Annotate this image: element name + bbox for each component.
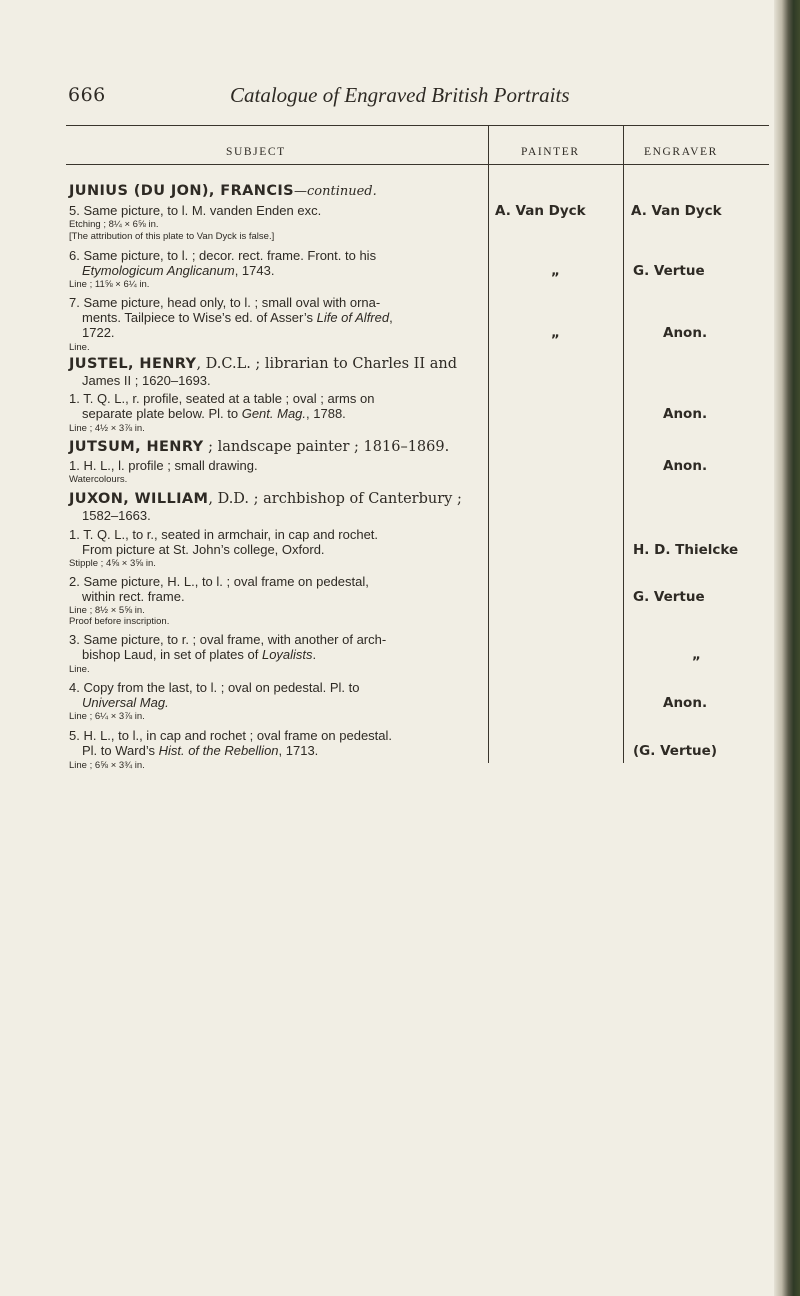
juxon-4-title: Universal Mag.	[82, 695, 169, 710]
juxon-2-medium: Line ; 8½ × 5⅝ in.	[69, 605, 145, 616]
junius-7-text: ments. Tailpiece to Wise’s ed. of Asser’s	[82, 310, 317, 325]
engraver-junius-5: A. Van Dyck	[631, 203, 722, 219]
painter-junius-5: A. Van Dyck	[495, 203, 586, 219]
junius-6-publication	[82, 263, 274, 278]
juxon-5-publication	[82, 743, 318, 758]
junius-7-year: 1722.	[82, 325, 115, 340]
page-edge-shadow	[774, 0, 800, 1296]
junius-5-description: 5. Same picture, to l. M. vanden Enden exc.	[69, 203, 322, 218]
junius-7-publication	[82, 310, 393, 325]
juxon-heading-dates: 1582–1663.	[82, 508, 151, 523]
junius-7-punct: ,	[389, 310, 393, 325]
justel-1-medium: Line ; 4½ × 3⅞ in.	[69, 423, 145, 434]
juxon-1-description: 1. T. Q. L., to r., seated in armchair, in cap and rochet.	[69, 527, 379, 542]
engraver-juxon-3-ditto: „	[692, 647, 701, 663]
column-header-subject: SUBJECT	[226, 146, 286, 158]
engraver-juxon-4: Anon.	[663, 695, 708, 711]
justel-1-year: , 1788.	[306, 406, 346, 421]
junius-6-title: Etymologicum Anglicanum	[82, 263, 235, 278]
table-top-rule	[66, 125, 769, 126]
juxon-4-description: 4. Copy from the last, to l. ; oval on pedestal. Pl. to	[69, 680, 360, 695]
sitter-name: JUSTEL, HENRY	[69, 356, 197, 372]
sitter-name: JUXON, WILLIAM	[69, 491, 209, 507]
engraver-juxon-1: H. D. Thielcke	[633, 542, 739, 558]
juxon-3-text: bishop Laud, in set of plates of	[82, 647, 262, 662]
painter-junius-6-ditto: „	[551, 263, 560, 279]
painter-junius-7-ditto: „	[551, 325, 560, 341]
engraver-justel-1: Anon.	[663, 406, 708, 422]
justel-1-publication	[82, 406, 346, 421]
junius-7-title: Life of Alfred	[316, 310, 390, 325]
junius-5-note: [The attribution of this plate to Van Dyck is false.]	[69, 231, 275, 242]
juxon-5-title: Hist. of the Rebellion	[158, 743, 279, 758]
juxon-5-year: , 1713.	[278, 743, 319, 758]
column-divider-engraver	[623, 125, 624, 763]
sitter-details: , D.C.L. ; librarian to Charles II and	[196, 356, 457, 372]
engraver-junius-6: G. Vertue	[633, 263, 705, 279]
juxon-5-medium: Line ; 6⅝ × 3¾ in.	[69, 760, 145, 771]
juxon-4-medium: Line ; 6¼ × 3⅞ in.	[69, 711, 145, 722]
jutsum-1-medium: Watercolours.	[69, 474, 128, 485]
header-rule	[66, 164, 769, 165]
juxon-2-frame: within rect. frame.	[82, 589, 185, 604]
juxon-3-title: Loyalists	[261, 647, 313, 662]
justel-1-text: separate plate below. Pl. to	[82, 406, 242, 421]
junius-6-year: , 1743.	[234, 263, 275, 278]
juxon-1-source: From picture at St. John’s college, Oxford.	[82, 542, 325, 557]
sitter-name: JUNIUS (DU JON), FRANCIS	[69, 183, 294, 199]
column-header-painter: PAINTER	[521, 146, 580, 158]
page-number: 666	[68, 84, 106, 106]
justel-heading-dates: James II ; 1620–1693.	[82, 373, 211, 388]
justel-1-description: 1. T. Q. L., r. profile, seated at a table ; oval ; arms on	[69, 391, 375, 406]
juxon-1-medium: Stipple ; 4⅝ × 3⅝ in.	[69, 558, 156, 569]
engraver-juxon-5: (G. Vertue)	[633, 743, 717, 759]
junius-6-description: 6. Same picture, to l. ; decor. rect. frame. Front. to his	[69, 248, 377, 263]
juxon-3-medium: Line.	[69, 664, 90, 675]
sitter-details: , D.D. ; archbishop of Canterbury ;	[208, 491, 462, 507]
running-title: Catalogue of Engraved British Portraits	[230, 83, 570, 107]
junius-5-medium: Etching ; 8¼ × 6⅝ in.	[69, 219, 159, 230]
column-header-engraver: ENGRAVER	[644, 146, 718, 158]
entry-heading-jutsum	[69, 439, 449, 456]
juxon-3-publication	[82, 647, 316, 662]
sitter-details: ; landscape painter ; 1816–1869.	[203, 439, 450, 455]
juxon-5-description: 5. H. L., to l., in cap and rochet ; oval frame on pedestal.	[69, 728, 393, 743]
junius-6-medium: Line ; 11⅝ × 6¼ in.	[69, 279, 150, 290]
juxon-3-punct: .	[312, 647, 317, 662]
jutsum-1-description: 1. H. L., l. profile ; small drawing.	[69, 458, 258, 473]
column-divider-painter	[488, 125, 489, 763]
engraver-junius-7: Anon.	[663, 325, 708, 341]
junius-7-description: 7. Same picture, head only, to l. ; small oval with orna-	[69, 295, 381, 310]
continued-note: —continued.	[294, 184, 377, 199]
junius-7-medium: Line.	[69, 342, 90, 353]
juxon-2-description: 2. Same picture, H. L., to l. ; oval frame on pedestal,	[69, 574, 369, 589]
entry-heading-justel	[69, 356, 457, 373]
engraver-juxon-2: G. Vertue	[633, 589, 705, 605]
entry-heading-juxon	[69, 491, 462, 508]
engraver-jutsum-1: Anon.	[663, 458, 708, 474]
sitter-name: JUTSUM, HENRY	[69, 439, 204, 455]
juxon-5-text: Pl. to Ward’s	[82, 743, 159, 758]
juxon-2-state: Proof before inscription.	[69, 616, 170, 627]
justel-1-title: Gent. Mag.	[241, 406, 307, 421]
entry-heading-junius	[69, 183, 377, 200]
juxon-3-description: 3. Same picture, to r. ; oval frame, with another of arch-	[69, 632, 387, 647]
